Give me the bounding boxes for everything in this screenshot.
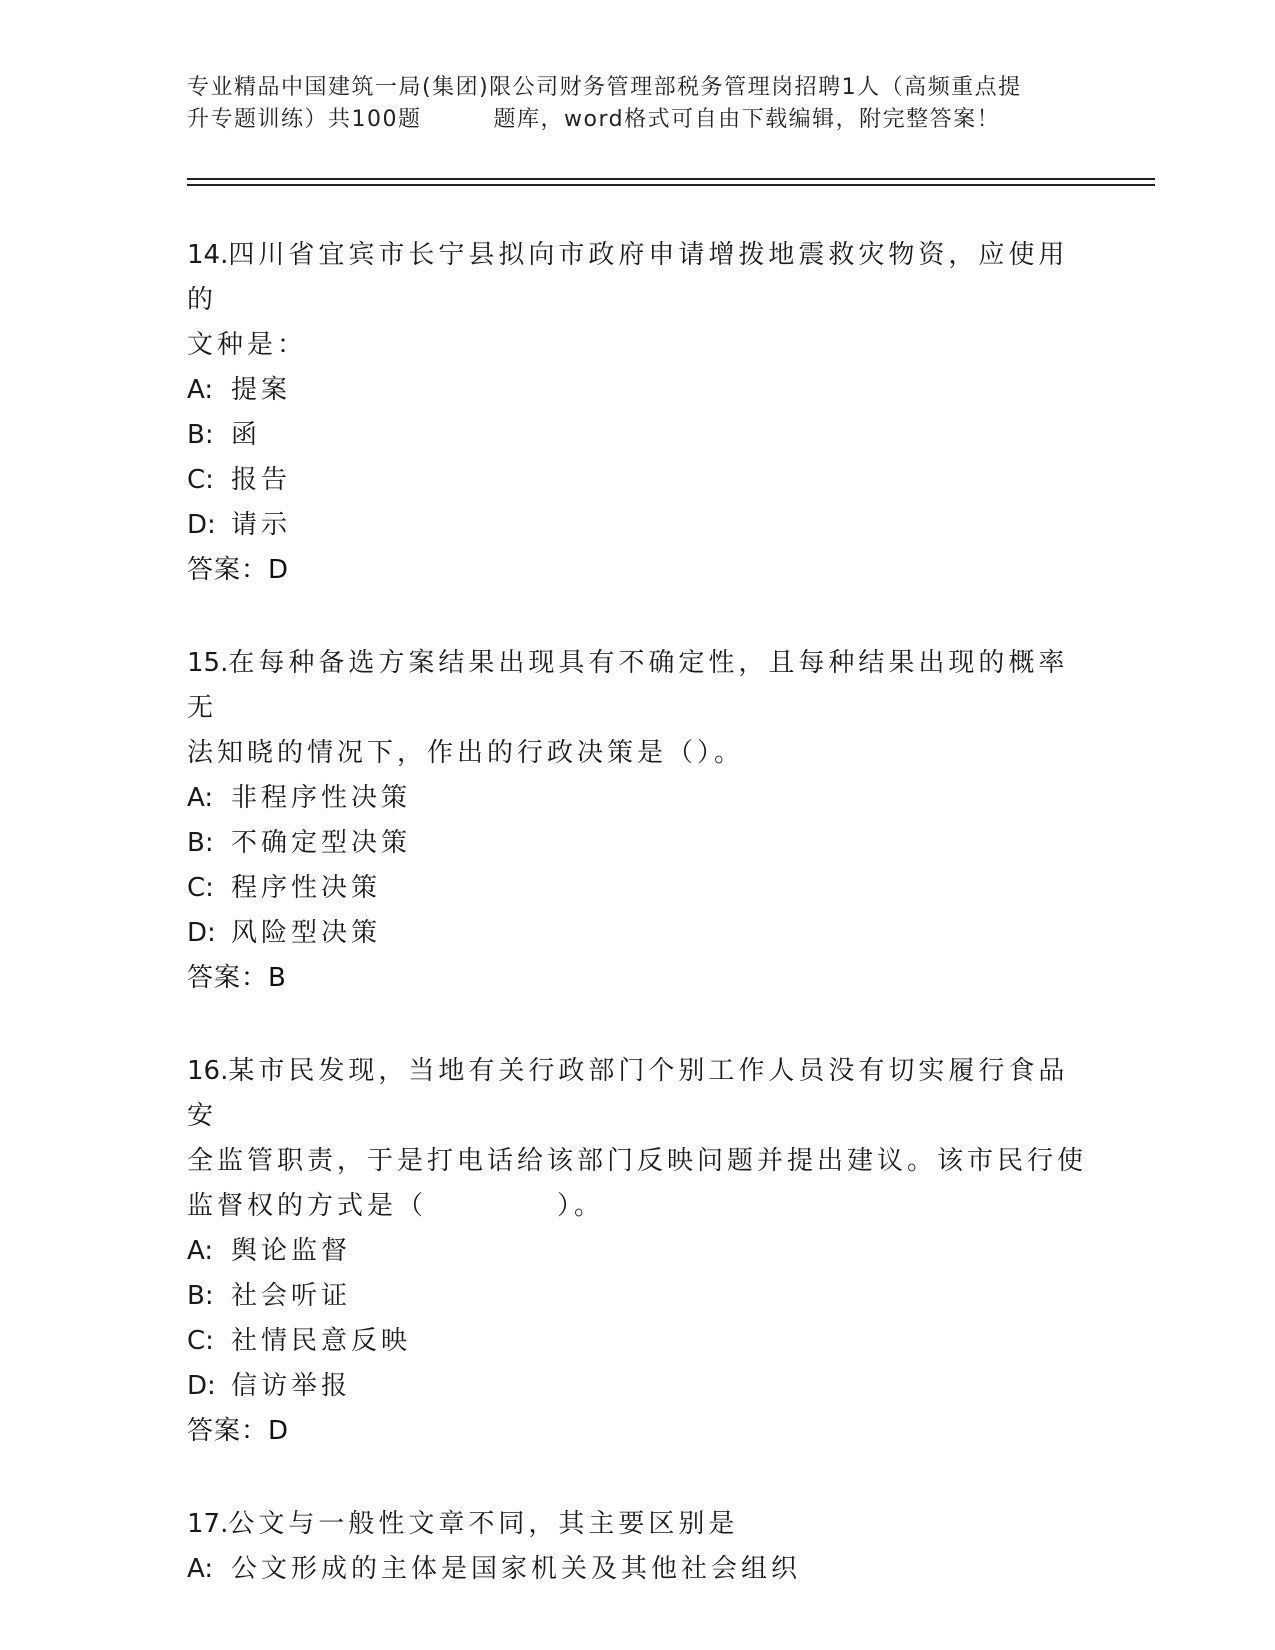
option-letter: B: — [187, 420, 214, 450]
question-number: 17. — [187, 1509, 229, 1539]
option-letter: D: — [187, 918, 216, 948]
option-letter: D: — [187, 1371, 216, 1401]
option-text: 请示 — [231, 510, 292, 540]
option-letter: A: — [187, 1554, 214, 1584]
header-rule-top — [187, 178, 1155, 180]
option-text: 函 — [231, 420, 262, 450]
answer-line: 答案：B — [187, 963, 287, 993]
option-letter: C: — [187, 465, 214, 495]
stem-line: 全监管职责，于是打电话给该部门反映问题并提出建议。该市民行使 — [187, 1146, 1088, 1176]
option-a — [187, 368, 1087, 413]
header-rule-bottom — [187, 184, 1155, 186]
question-number: 16. — [187, 1056, 229, 1086]
document-header — [187, 72, 1087, 136]
option-letter: D: — [187, 510, 216, 540]
stem-line: 四川省宜宾市长宁县拟向市政府申请增拨地震救灾物资，应使用的 — [187, 240, 1069, 315]
question-number: 14. — [187, 240, 229, 270]
option-c — [187, 1319, 1087, 1364]
option-text: 不确定型决策 — [231, 828, 412, 858]
stem-line: 某市民发现，当地有关行政部门个别工作人员没有切实履行食品安 — [187, 1056, 1069, 1131]
question-stem — [187, 641, 1087, 731]
question-list — [187, 233, 1087, 1640]
option-b — [187, 1274, 1087, 1319]
option-text: 信访举报 — [231, 1371, 352, 1401]
option-d — [187, 1364, 1087, 1409]
answer-line: 答案：D — [187, 1416, 290, 1446]
option-c — [187, 866, 1087, 911]
option-d — [187, 911, 1087, 956]
option-text: 公文形成的主体是国家机关及其他社会组织 — [231, 1554, 802, 1584]
option-text: 提案 — [231, 375, 292, 405]
option-text: 程序性决策 — [231, 873, 382, 903]
stem-line: 公文与一般性文章不同，其主要区别是 — [228, 1509, 739, 1539]
stem-line-part: 监督权的方式是（ — [187, 1191, 428, 1221]
question-17 — [187, 1502, 1087, 1592]
option-a — [187, 1229, 1087, 1274]
header-line-2-left: 升专题训练）共100题 — [187, 107, 422, 132]
question-stem — [187, 1502, 1087, 1547]
option-letter: C: — [187, 873, 214, 903]
stem-line — [187, 1184, 1087, 1229]
option-text: 非程序性决策 — [231, 783, 412, 813]
stem-line-part: ）。 — [557, 1191, 605, 1221]
option-letter: A: — [187, 1236, 214, 1266]
header-line-2 — [187, 104, 1087, 136]
option-text: 风险型决策 — [231, 918, 382, 948]
option-a — [187, 1547, 1087, 1592]
option-text: 社情民意反映 — [231, 1326, 412, 1356]
option-letter: A: — [187, 375, 214, 405]
stem-line: 在每种备选方案结果出现具有不确定性，且每种结果出现的概率无 — [187, 648, 1069, 723]
question-15 — [187, 641, 1087, 1001]
stem-line: 文种是： — [187, 330, 308, 360]
option-d — [187, 503, 1087, 548]
option-c — [187, 458, 1087, 503]
option-text: 舆论监督 — [231, 1236, 352, 1266]
option-letter: A: — [187, 783, 214, 813]
option-b — [187, 413, 1087, 458]
question-stem — [187, 233, 1087, 323]
header-line-2-right: 题库，word格式可自由下载编辑，附完整答案！ — [493, 107, 1001, 132]
option-b — [187, 821, 1087, 866]
option-a — [187, 776, 1087, 821]
question-16 — [187, 1049, 1087, 1454]
option-text: 报告 — [231, 465, 292, 495]
question-stem — [187, 1049, 1087, 1139]
option-letter: B: — [187, 828, 214, 858]
option-letter: B: — [187, 1281, 214, 1311]
stem-line: 法知晓的情况下，作出的行政决策是（）。 — [187, 738, 745, 768]
option-letter: C: — [187, 1326, 214, 1356]
answer-line: 答案：D — [187, 555, 290, 585]
question-number: 15. — [187, 648, 229, 678]
header-line-1: 专业精品中国建筑一局(集团)限公司财务管理部税务管理岗招聘1人（高频重点提 — [187, 75, 1022, 100]
option-text: 社会听证 — [231, 1281, 352, 1311]
question-14 — [187, 233, 1087, 593]
